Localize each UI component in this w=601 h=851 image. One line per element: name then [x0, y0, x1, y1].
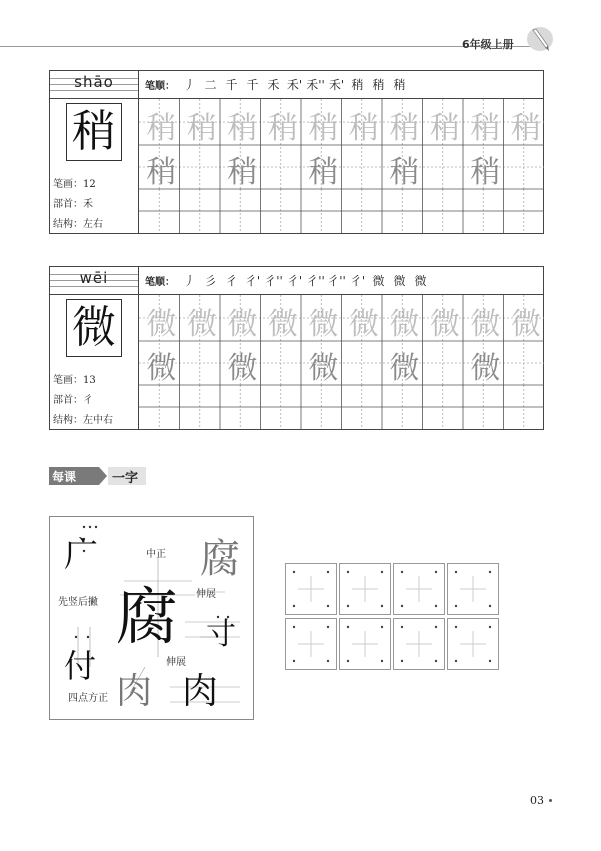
trace-character: 微 — [186, 307, 217, 342]
part-fu: 付 — [64, 647, 97, 685]
model-trace-character: 稍 — [146, 155, 177, 190]
trace-character: 稍 — [389, 111, 420, 146]
practice-cell[interactable] — [339, 618, 391, 670]
stroke-step: 禾'' — [306, 78, 325, 92]
stroke-step: 彳 — [225, 274, 238, 288]
model-trace-character: 微 — [389, 351, 420, 386]
pen-icon — [524, 24, 554, 54]
structure-info — [53, 215, 103, 230]
stroke-step: 丿 — [183, 274, 196, 288]
practice-cell-guides — [394, 564, 444, 614]
section-tag: 每课 — [52, 470, 77, 484]
stroke-step: 千 — [246, 78, 259, 92]
section-title: 一字 — [112, 471, 139, 486]
section-tag-arrow — [99, 467, 107, 485]
strokes-value: 12 — [83, 179, 96, 190]
stroke-step: 禾' — [328, 78, 345, 92]
trace-character: 微 — [146, 307, 177, 342]
pinyin-box — [50, 267, 139, 295]
stroke-step: 彳' — [244, 274, 261, 288]
stroke-step: 彳' — [286, 274, 303, 288]
stroke-order-label: 笔顺： — [145, 277, 175, 288]
label-sidian: 四点方正 — [68, 693, 108, 704]
trace-character: 稍 — [308, 111, 339, 146]
part-fu-top: 腐 — [200, 536, 240, 582]
structure-label: 结构： — [53, 219, 83, 230]
model-trace-character: 稍 — [470, 155, 501, 190]
pinyin-box — [50, 71, 139, 99]
practice-cell[interactable] — [447, 618, 499, 670]
label-xianshu: 先竖后撇 — [58, 597, 98, 608]
practice-cell-guides — [448, 619, 498, 669]
model-trace-character: 稍 — [308, 155, 339, 190]
model-trace-character: 微 — [308, 351, 339, 386]
strokes-label: 笔画： — [53, 375, 83, 386]
practice-grid[interactable] — [283, 562, 501, 672]
practice-cell[interactable] — [285, 618, 337, 670]
character-info-panel — [50, 295, 139, 429]
trace-character: 微 — [227, 307, 258, 342]
radical-value: 禾 — [83, 199, 93, 210]
strokes-label: 笔画： — [53, 179, 83, 190]
part-rou-2: 肉 — [182, 671, 219, 712]
model-trace-character: 稍 — [227, 155, 258, 190]
stroke-order-row — [139, 267, 543, 295]
character-info-panel — [50, 99, 139, 233]
strokes-info — [53, 371, 96, 386]
stroke-step: 彳'' — [264, 274, 283, 288]
practice-cell-guides — [286, 564, 336, 614]
stroke-order-row — [139, 71, 543, 99]
practice-cell[interactable] — [285, 563, 337, 615]
radical-info — [53, 195, 93, 210]
model-character: 稍 — [72, 106, 116, 157]
trace-character: 稍 — [267, 111, 298, 146]
stroke-step: 稍 — [393, 78, 406, 92]
stroke-step: 微 — [393, 274, 406, 288]
model-character-box — [66, 103, 122, 161]
trace-character: 稍 — [227, 111, 258, 146]
stroke-step: 丿 — [183, 78, 196, 92]
stroke-steps — [179, 76, 410, 93]
character-analysis-figure — [49, 516, 254, 720]
writing-grid[interactable] — [139, 295, 543, 429]
model-trace-character: 微 — [227, 351, 258, 386]
model-trace-character: 微 — [470, 351, 501, 386]
trace-character: 微 — [389, 307, 420, 342]
model-character: 微 — [72, 302, 116, 353]
practice-cell[interactable] — [393, 563, 445, 615]
trace-character: 稍 — [348, 111, 379, 146]
stroke-step: 稍 — [372, 78, 385, 92]
trace-character: 微 — [348, 307, 379, 342]
practice-cell-guides — [394, 619, 444, 669]
stroke-order-label: 笔顺： — [145, 81, 175, 92]
page-dot — [549, 799, 552, 802]
stroke-step: 彳' — [349, 274, 366, 288]
stroke-step: 彳'' — [327, 274, 346, 288]
practice-cell-guides — [286, 619, 336, 669]
stroke-step: 二 — [204, 78, 217, 92]
part-cun: 寸 — [206, 617, 236, 652]
trace-character: 稍 — [146, 111, 177, 146]
stroke-step: 微 — [414, 274, 427, 288]
trace-character: 稍 — [429, 111, 460, 146]
stroke-step: 彡 — [204, 274, 217, 288]
trace-character: 稍 — [186, 111, 217, 146]
practice-cell-guides — [448, 564, 498, 614]
stroke-step: 彳'' — [306, 274, 325, 288]
part-rou-1: 肉 — [116, 671, 153, 712]
label-shenzhan-2: 伸展 — [166, 657, 186, 668]
pinyin-text: wēi — [79, 269, 109, 287]
writing-grid[interactable] — [139, 99, 543, 233]
pinyin-text: shāo — [74, 73, 114, 91]
page-number: 03 — [530, 794, 544, 807]
stroke-step: 千 — [225, 78, 238, 92]
label-shenzhan-1: 伸展 — [196, 589, 216, 600]
practice-cell-guides — [340, 564, 390, 614]
practice-card-wei — [49, 266, 544, 430]
trace-character: 稍 — [510, 111, 541, 146]
trace-character: 微 — [510, 307, 541, 342]
trace-character: 稍 — [470, 111, 501, 146]
trace-character: 微 — [267, 307, 298, 342]
stroke-step: 禾' — [286, 78, 303, 92]
radical-value: 彳 — [83, 395, 93, 406]
stroke-step: 稍 — [351, 78, 364, 92]
model-trace-character: 微 — [146, 351, 177, 386]
structure-info — [53, 411, 113, 426]
trace-character: 微 — [308, 307, 339, 342]
trace-character: 微 — [429, 307, 460, 342]
strokes-info — [53, 175, 96, 190]
main-character: 腐 — [116, 580, 179, 653]
model-character-box — [66, 299, 122, 357]
label-zhongzheng: 中正 — [146, 549, 166, 560]
practice-card-shao — [49, 70, 544, 234]
radical-label: 部首： — [53, 395, 83, 406]
practice-cell[interactable] — [339, 563, 391, 615]
stroke-step: 禾 — [267, 78, 280, 92]
trace-character: 微 — [470, 307, 501, 342]
part-guang: 广 — [64, 535, 98, 575]
practice-cell[interactable] — [393, 618, 445, 670]
structure-value: 左右 — [83, 219, 103, 230]
practice-cell-guides — [340, 619, 390, 669]
practice-cell[interactable] — [447, 563, 499, 615]
radical-info — [53, 391, 93, 406]
strokes-value: 13 — [83, 375, 96, 386]
model-trace-character: 稍 — [389, 155, 420, 190]
stroke-steps — [179, 272, 431, 289]
structure-label: 结构： — [53, 415, 83, 426]
structure-value: 左中右 — [83, 415, 113, 426]
stroke-step: 微 — [372, 274, 385, 288]
radical-label: 部首： — [53, 199, 83, 210]
grade-label: 6年级上册 — [462, 38, 514, 51]
